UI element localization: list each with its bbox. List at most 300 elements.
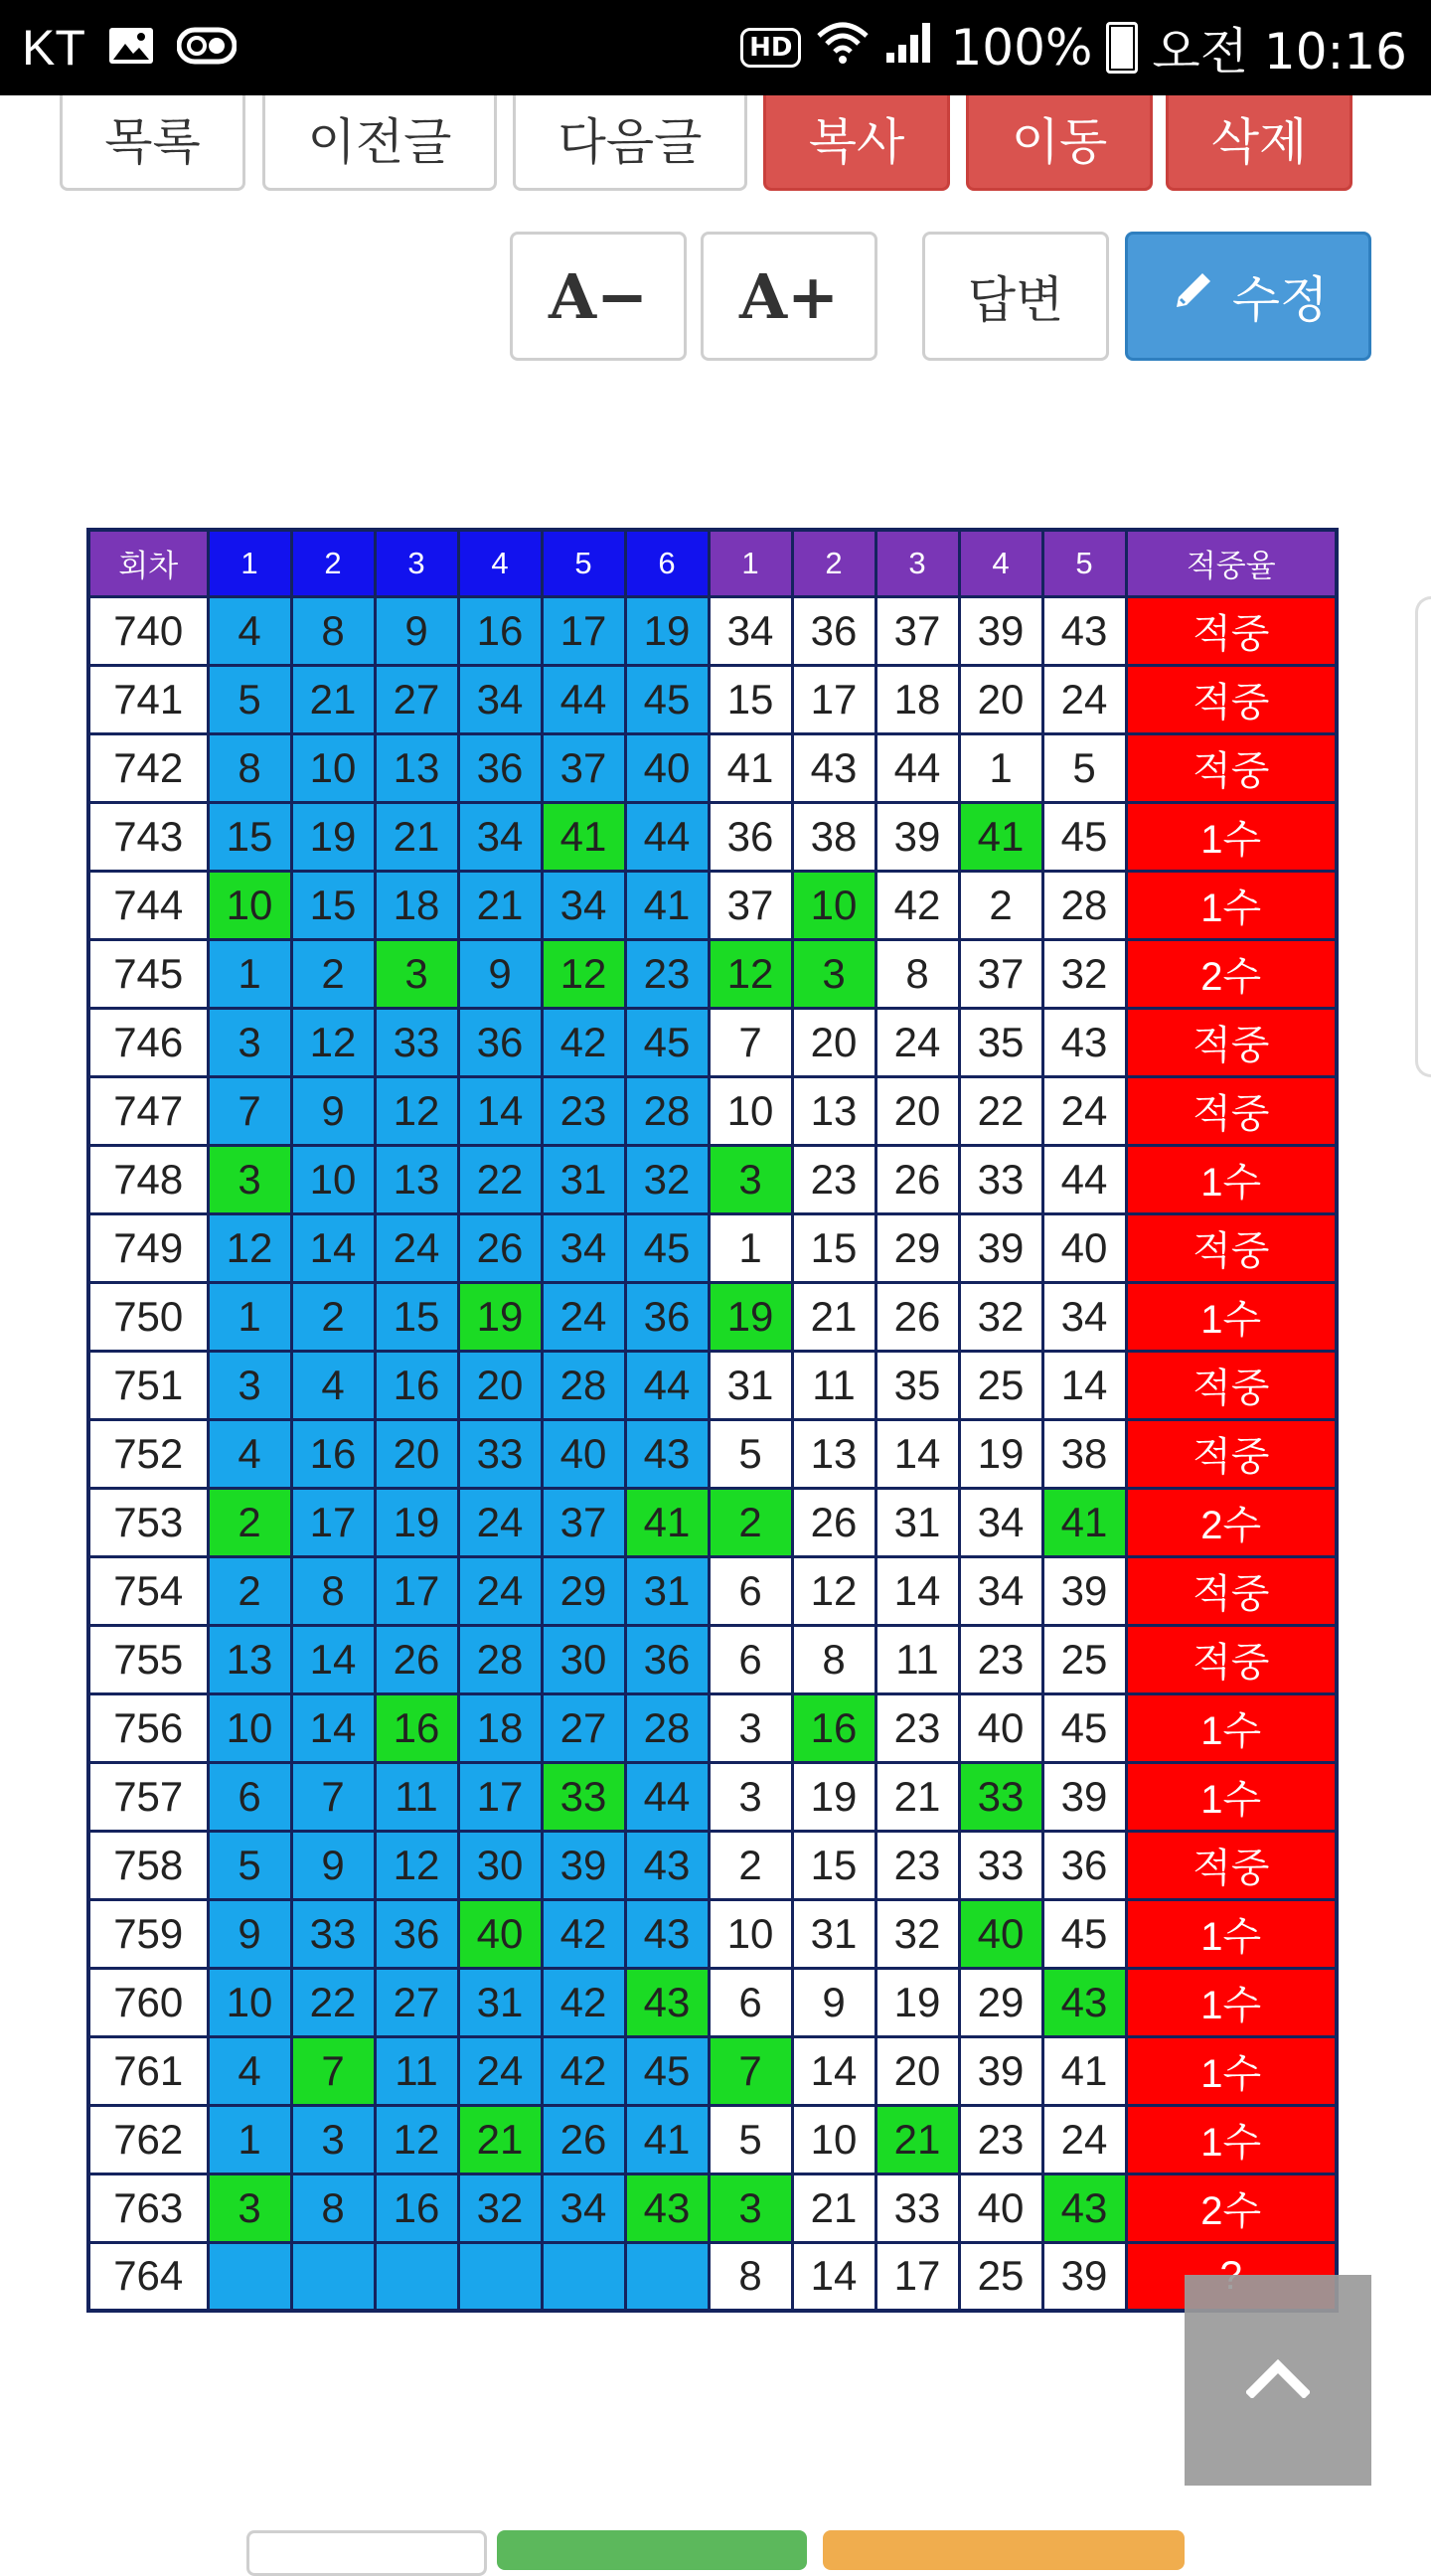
font-decrease-button[interactable]: [510, 232, 687, 361]
pick-cell: 24: [458, 1488, 542, 1556]
exclude-cell: 43: [1042, 596, 1126, 665]
pick-cell: 32: [625, 1145, 709, 1213]
table-row: [88, 939, 1337, 1008]
pick-cell: 19: [625, 596, 709, 665]
table-row: [88, 1419, 1337, 1488]
round-cell: 759: [88, 1899, 208, 1968]
pick-cell: 27: [375, 665, 458, 733]
edit-label: 수정: [1231, 271, 1329, 329]
table-row: [88, 1008, 1337, 1076]
exclude-cell: 2: [709, 1831, 792, 1899]
round-cell: 743: [88, 802, 208, 871]
pick-cell: 31: [542, 1145, 625, 1213]
result-cell: 1수: [1126, 1762, 1337, 1831]
pick-cell: 34: [542, 871, 625, 939]
pick-cell: 28: [458, 1625, 542, 1693]
pick-cell: 26: [375, 1625, 458, 1693]
exclude-cell: 40: [1042, 1213, 1126, 1282]
pick-cell-hit: 43: [625, 2174, 709, 2242]
header-pick-6: 6: [625, 530, 709, 596]
bottom-button-1[interactable]: [246, 2530, 487, 2576]
exclude-cell: 25: [959, 2242, 1042, 2311]
exclude-cell: 10: [709, 1899, 792, 1968]
round-cell: 745: [88, 939, 208, 1008]
pick-cell: 5: [208, 665, 291, 733]
exclude-cell: 21: [875, 1762, 959, 1831]
pick-cell: 4: [208, 596, 291, 665]
pick-cell: 24: [458, 2036, 542, 2105]
pick-cell: 28: [625, 1076, 709, 1145]
pick-cell: 43: [625, 1419, 709, 1488]
exclude-cell: 39: [959, 2036, 1042, 2105]
exclude-cell-hit: 10: [792, 871, 875, 939]
bottom-button-3[interactable]: [823, 2530, 1185, 2570]
exclude-cell: 39: [875, 802, 959, 871]
reply-label: 답변: [967, 271, 1064, 329]
table-row: [88, 2105, 1337, 2174]
exclude-cell: 20: [792, 1008, 875, 1076]
pick-cell-hit: 43: [625, 1968, 709, 2036]
pick-cell: 28: [542, 1351, 625, 1419]
pick-cell: 17: [458, 1762, 542, 1831]
table-body: [88, 596, 1337, 2311]
pick-cell: 15: [375, 1282, 458, 1351]
exclude-cell-hit: 43: [1042, 2174, 1126, 2242]
exclude-cell-hit: 43: [1042, 1968, 1126, 2036]
pick-cell-hit: 12: [542, 939, 625, 1008]
exclude-cell: 5: [709, 1419, 792, 1488]
pick-cell: 43: [625, 1899, 709, 1968]
exclude-cell: 45: [1042, 1693, 1126, 1762]
result-cell: 1수: [1126, 1693, 1337, 1762]
pick-cell: 23: [625, 939, 709, 1008]
pick-cell-hit: 19: [458, 1282, 542, 1351]
round-cell: 762: [88, 2105, 208, 2174]
table-row: [88, 1076, 1337, 1145]
pick-cell: 45: [625, 665, 709, 733]
round-cell: 761: [88, 2036, 208, 2105]
pick-cell: 2: [208, 1556, 291, 1625]
round-cell: 746: [88, 1008, 208, 1076]
pick-cell: 34: [542, 1213, 625, 1282]
pick-cell: 31: [625, 1556, 709, 1625]
pick-cell: 4: [208, 2036, 291, 2105]
pick-cell: 3: [208, 1008, 291, 1076]
exclude-cell: 23: [959, 1625, 1042, 1693]
table-row: [88, 1351, 1337, 1419]
bottom-button-2[interactable]: [497, 2530, 807, 2570]
pick-cell: 34: [458, 802, 542, 871]
exclude-cell: 37: [875, 596, 959, 665]
exclude-cell: 11: [875, 1625, 959, 1693]
table-row: [88, 1625, 1337, 1693]
side-panel-edge[interactable]: [1415, 596, 1431, 1077]
pick-cell: 36: [458, 1008, 542, 1076]
reply-button[interactable]: [922, 232, 1109, 361]
edit-button[interactable]: [1125, 232, 1371, 361]
exclude-cell: 33: [959, 1831, 1042, 1899]
pick-cell: 5: [208, 1831, 291, 1899]
pick-cell: 20: [458, 1351, 542, 1419]
table-row: [88, 1693, 1337, 1762]
result-cell: 1수: [1126, 1899, 1337, 1968]
pencil-icon: [1169, 265, 1218, 327]
exclude-cell: 21: [792, 2174, 875, 2242]
pick-cell: 18: [458, 1693, 542, 1762]
pick-cell: 36: [625, 1282, 709, 1351]
table-row: [88, 1762, 1337, 1831]
header-pick-2: 2: [291, 530, 375, 596]
exclude-cell-hit: 41: [1042, 1488, 1126, 1556]
pick-cell: 24: [458, 1556, 542, 1625]
pick-cell-hit: 41: [542, 802, 625, 871]
exclude-cell: 34: [959, 1488, 1042, 1556]
table-row: [88, 665, 1337, 733]
exclude-cell: 43: [1042, 1008, 1126, 1076]
table-row: [88, 871, 1337, 939]
pick-cell: 9: [458, 939, 542, 1008]
pick-cell: 15: [291, 871, 375, 939]
delete-label: 삭제: [1210, 113, 1308, 171]
exclude-cell: 14: [875, 1419, 959, 1488]
table-row: [88, 1213, 1337, 1282]
round-cell: 751: [88, 1351, 208, 1419]
pick-cell: 26: [542, 2105, 625, 2174]
header-pick-4: 4: [458, 530, 542, 596]
carrier-label: KT: [22, 20, 85, 76]
battery-percent: 100%: [950, 19, 1093, 77]
scroll-to-top-button[interactable]: [1185, 2275, 1371, 2486]
exclude-cell: 23: [875, 1693, 959, 1762]
result-cell: 적중: [1126, 1008, 1337, 1076]
exclude-cell: 39: [959, 596, 1042, 665]
pick-cell: 12: [291, 1008, 375, 1076]
pick-cell: 33: [458, 1419, 542, 1488]
pick-cell: 2: [291, 939, 375, 1008]
exclude-cell: 17: [875, 2242, 959, 2311]
exclude-cell: 41: [1042, 2036, 1126, 2105]
pick-cell: 14: [291, 1693, 375, 1762]
pick-cell: [542, 2242, 625, 2311]
exclude-cell: 10: [792, 2105, 875, 2174]
pick-cell: 19: [291, 802, 375, 871]
result-cell: 1수: [1126, 2036, 1337, 2105]
exclude-cell: 5: [1042, 733, 1126, 802]
pick-cell: 8: [291, 2174, 375, 2242]
exclude-cell: 32: [959, 1282, 1042, 1351]
exclude-cell: 15: [792, 1831, 875, 1899]
exclude-cell: 32: [1042, 939, 1126, 1008]
signal-icon: [884, 19, 936, 77]
pick-cell: 10: [208, 1693, 291, 1762]
pick-cell-hit: 3: [208, 2174, 291, 2242]
exclude-cell-hit: 3: [709, 1145, 792, 1213]
pick-cell: 1: [208, 1282, 291, 1351]
exclude-cell: 25: [1042, 1625, 1126, 1693]
pick-cell: 1: [208, 2105, 291, 2174]
round-cell: 750: [88, 1282, 208, 1351]
pick-cell: 4: [208, 1419, 291, 1488]
pick-cell: 42: [542, 1008, 625, 1076]
pick-cell: 2: [291, 1282, 375, 1351]
exclude-cell: 31: [875, 1488, 959, 1556]
result-cell: 1수: [1126, 802, 1337, 871]
font-increase-button[interactable]: [701, 232, 877, 361]
pick-cell: 9: [291, 1831, 375, 1899]
pick-cell: 16: [291, 1419, 375, 1488]
result-cell: 적중: [1126, 1556, 1337, 1625]
round-cell: 763: [88, 2174, 208, 2242]
exclude-cell: 2: [959, 871, 1042, 939]
font-decrease-label: A−: [548, 259, 649, 333]
header-pick-5: 5: [542, 530, 625, 596]
exclude-cell: 35: [959, 1008, 1042, 1076]
result-cell: 2수: [1126, 1488, 1337, 1556]
header-exclude-4: 4: [959, 530, 1042, 596]
round-cell: 758: [88, 1831, 208, 1899]
move-label: 이동: [1011, 113, 1108, 171]
exclude-cell: 36: [1042, 1831, 1126, 1899]
table-row: [88, 2174, 1337, 2242]
exclude-cell-hit: 7: [709, 2036, 792, 2105]
pick-cell-hit: 16: [375, 1693, 458, 1762]
exclude-cell: 38: [1042, 1419, 1126, 1488]
exclude-cell: 36: [709, 802, 792, 871]
table-row: [88, 802, 1337, 871]
pick-cell-hit: 3: [375, 939, 458, 1008]
pick-cell: 18: [375, 871, 458, 939]
round-cell: 748: [88, 1145, 208, 1213]
pick-cell: 44: [625, 802, 709, 871]
exclude-cell: 9: [792, 1968, 875, 2036]
exclude-cell: 33: [959, 1145, 1042, 1213]
exclude-cell: 15: [792, 1213, 875, 1282]
result-cell: 1수: [1126, 2105, 1337, 2174]
pick-cell: 42: [542, 1899, 625, 1968]
pick-cell: 16: [375, 2174, 458, 2242]
exclude-cell: 20: [959, 665, 1042, 733]
pick-cell: 15: [208, 802, 291, 871]
pick-cell: 40: [542, 1419, 625, 1488]
table-row: [88, 1968, 1337, 2036]
lotto-table: [86, 528, 1339, 2313]
exclude-cell-hit: 21: [875, 2105, 959, 2174]
pick-cell-hit: 7: [291, 2036, 375, 2105]
result-cell: 적중: [1126, 1076, 1337, 1145]
exclude-cell: 31: [792, 1899, 875, 1968]
exclude-cell: 36: [792, 596, 875, 665]
table-row: [88, 2242, 1337, 2311]
exclude-cell: 15: [709, 665, 792, 733]
exclude-cell: 6: [709, 1968, 792, 2036]
pick-cell-hit: 10: [208, 871, 291, 939]
status-bar: [0, 0, 1431, 95]
result-cell: 1수: [1126, 1968, 1337, 2036]
pick-cell: 9: [375, 596, 458, 665]
exclude-cell: 39: [1042, 1556, 1126, 1625]
prev-post-label: 이전글: [307, 113, 452, 171]
pick-cell: 12: [375, 1076, 458, 1145]
pick-cell: 34: [542, 2174, 625, 2242]
round-cell: 747: [88, 1076, 208, 1145]
round-cell: 742: [88, 733, 208, 802]
pick-cell: 16: [458, 596, 542, 665]
table-row: [88, 1145, 1337, 1213]
pick-cell-hit: 33: [542, 1762, 625, 1831]
pick-cell: 17: [375, 1556, 458, 1625]
exclude-cell: 37: [709, 871, 792, 939]
pick-cell: 28: [625, 1693, 709, 1762]
exclude-cell: 24: [875, 1008, 959, 1076]
list-button-label: 목록: [104, 113, 201, 171]
exclude-cell: 43: [792, 733, 875, 802]
pick-cell: 21: [458, 871, 542, 939]
cast-icon: [177, 26, 237, 70]
pick-cell: 33: [375, 1008, 458, 1076]
header-round: 회차: [88, 530, 208, 596]
pick-cell: 44: [625, 1351, 709, 1419]
table-row: [88, 1556, 1337, 1625]
clock: 오전 10:16: [1152, 23, 1407, 80]
result-cell: 2수: [1126, 2174, 1337, 2242]
table-row: [88, 1899, 1337, 1968]
exclude-cell: 8: [709, 2242, 792, 2311]
pick-cell: 13: [375, 1145, 458, 1213]
pick-cell: 9: [291, 1076, 375, 1145]
pick-cell: 7: [291, 1762, 375, 1831]
pick-cell: 37: [542, 1488, 625, 1556]
header-exclude-3: 3: [875, 530, 959, 596]
exclude-cell: 14: [792, 2242, 875, 2311]
table-row: [88, 1488, 1337, 1556]
pick-cell: 30: [542, 1625, 625, 1693]
pick-cell: 41: [625, 871, 709, 939]
result-cell: 적중: [1126, 1625, 1337, 1693]
pick-cell: 1: [208, 939, 291, 1008]
exclude-cell: 24: [1042, 2105, 1126, 2174]
exclude-cell: 11: [792, 1351, 875, 1419]
exclude-cell-hit: 2: [709, 1488, 792, 1556]
pick-cell: 8: [208, 733, 291, 802]
pick-cell-hit: 2: [208, 1488, 291, 1556]
pick-cell: 16: [375, 1351, 458, 1419]
pick-cell: 22: [291, 1968, 375, 2036]
exclude-cell: 34: [709, 596, 792, 665]
pick-cell: 39: [542, 1831, 625, 1899]
exclude-cell: 45: [1042, 1899, 1126, 1968]
table-row: [88, 596, 1337, 665]
exclude-cell: 39: [1042, 1762, 1126, 1831]
exclude-cell: 3: [709, 1762, 792, 1831]
exclude-cell: 10: [709, 1076, 792, 1145]
exclude-cell: 3: [709, 1693, 792, 1762]
pick-cell: 32: [458, 2174, 542, 2242]
exclude-cell: 26: [875, 1145, 959, 1213]
pick-cell: 17: [291, 1488, 375, 1556]
pick-cell: 27: [542, 1693, 625, 1762]
pick-cell: 3: [291, 2105, 375, 2174]
exclude-cell: 19: [959, 1419, 1042, 1488]
exclude-cell: 17: [792, 665, 875, 733]
pick-cell: 24: [542, 1282, 625, 1351]
exclude-cell: 22: [959, 1076, 1042, 1145]
pick-cell: 45: [625, 1213, 709, 1282]
pick-cell: 10: [291, 733, 375, 802]
exclude-cell-hit: 16: [792, 1693, 875, 1762]
exclude-cell: 39: [959, 1213, 1042, 1282]
pick-cell: 12: [375, 2105, 458, 2174]
pick-cell: 9: [208, 1899, 291, 1968]
exclude-cell: 6: [709, 1625, 792, 1693]
table-row: [88, 1282, 1337, 1351]
pick-cell: 36: [458, 733, 542, 802]
exclude-cell: 8: [875, 939, 959, 1008]
pick-cell-hit: 40: [458, 1899, 542, 1968]
pick-cell: 12: [375, 1831, 458, 1899]
pick-cell-hit: 41: [625, 1488, 709, 1556]
pick-cell: 31: [458, 1968, 542, 2036]
header-pick-1: 1: [208, 530, 291, 596]
exclude-cell: 38: [792, 802, 875, 871]
result-cell: 1수: [1126, 1145, 1337, 1213]
pick-cell: 13: [208, 1625, 291, 1693]
header-exclude-1: 1: [709, 530, 792, 596]
round-cell: 756: [88, 1693, 208, 1762]
exclude-cell: 23: [875, 1831, 959, 1899]
exclude-cell: 26: [792, 1488, 875, 1556]
result-cell: 적중: [1126, 733, 1337, 802]
pick-cell: 8: [291, 596, 375, 665]
pick-cell: 44: [625, 1762, 709, 1831]
result-cell: 1수: [1126, 1282, 1337, 1351]
result-cell: 적중: [1126, 1213, 1337, 1282]
next-post-label: 다음글: [557, 113, 703, 171]
exclude-cell-hit: 19: [709, 1282, 792, 1351]
pick-cell: 10: [208, 1968, 291, 2036]
exclude-cell: 40: [959, 1693, 1042, 1762]
exclude-cell: 34: [1042, 1282, 1126, 1351]
exclude-cell-hit: 3: [709, 2174, 792, 2242]
pick-cell: 45: [625, 2036, 709, 2105]
round-cell: 740: [88, 596, 208, 665]
pick-cell: 6: [208, 1762, 291, 1831]
exclude-cell-hit: 40: [959, 1899, 1042, 1968]
exclude-cell: 35: [875, 1351, 959, 1419]
exclude-cell: 8: [792, 1625, 875, 1693]
exclude-cell: 13: [792, 1076, 875, 1145]
result-cell: 2수: [1126, 939, 1337, 1008]
pick-cell: 13: [375, 733, 458, 802]
pick-cell: 17: [542, 596, 625, 665]
exclude-cell: 18: [875, 665, 959, 733]
header-pick-3: 3: [375, 530, 458, 596]
result-cell: 적중: [1126, 1351, 1337, 1419]
battery-icon: [1106, 22, 1138, 74]
table-row: [88, 1831, 1337, 1899]
exclude-cell: 1: [959, 733, 1042, 802]
pick-cell: 37: [542, 733, 625, 802]
exclude-cell: 14: [1042, 1351, 1126, 1419]
image-icon: [107, 26, 155, 70]
pick-cell: 21: [291, 665, 375, 733]
pick-cell: 11: [375, 1762, 458, 1831]
exclude-cell: 25: [959, 1351, 1042, 1419]
pick-cell: 45: [625, 1008, 709, 1076]
round-cell: 744: [88, 871, 208, 939]
round-cell: 754: [88, 1556, 208, 1625]
pick-cell: 30: [458, 1831, 542, 1899]
table-row: [88, 733, 1337, 802]
